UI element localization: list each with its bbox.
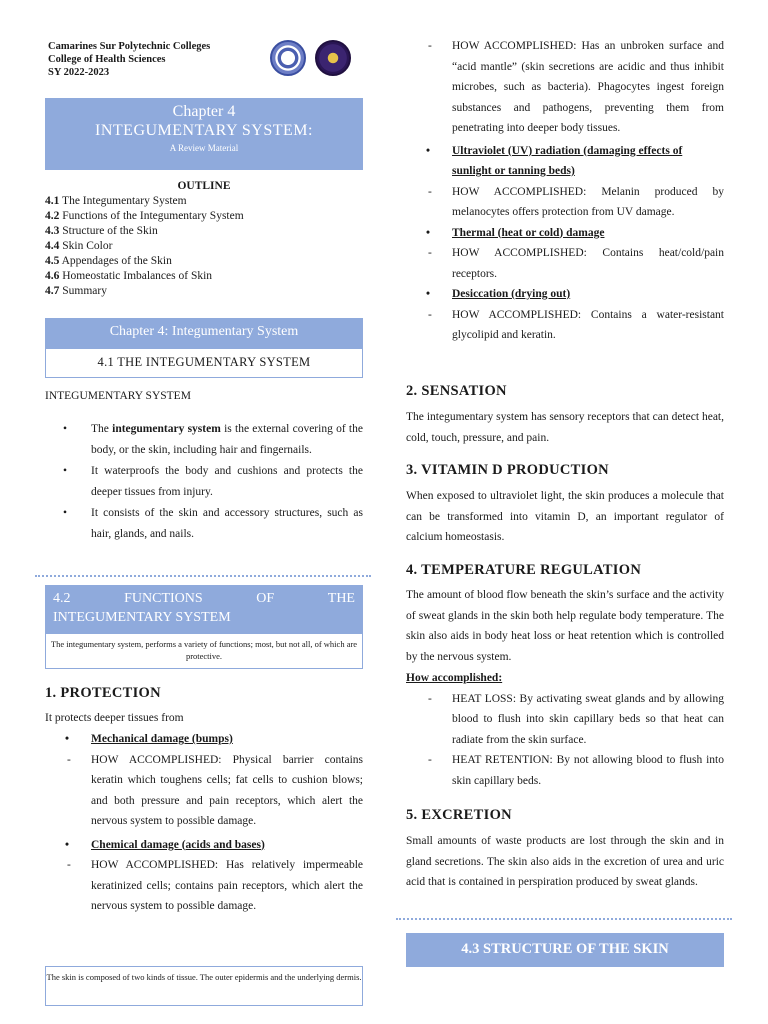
heat-retention: - HEAT RETENTION: By not allowing blood to flush into skin capillary beds. <box>406 750 724 791</box>
school-name: Camarines Sur Polytechnic Colleges <box>48 41 211 52</box>
section-4-3-title: 4.3 STRUCTURE OF THE SKIN <box>406 933 724 967</box>
title-word: THE <box>327 591 355 606</box>
divider <box>35 575 371 577</box>
thermal-how: - HOW ACCOMPLISHED: Contains heat/cold/pain receptors. <box>406 243 724 284</box>
outline-text: Homeostatic Imbalances of Skin <box>62 270 213 282</box>
protection-list <box>45 729 363 917</box>
outline-text: Appendages of the Skin <box>61 255 172 267</box>
outline-num: 4.3 <box>45 225 60 237</box>
protection-heading: 1. PROTECTION <box>45 685 161 701</box>
outline-text: The Integumentary System <box>62 195 187 207</box>
list-item: • The integumentary system is the external covering of the body, or the skin, including hair and fingernails. <box>45 419 363 460</box>
desiccation-title: • Desiccation (drying out) <box>406 284 724 305</box>
outline-text: Functions of the Integumentary System <box>62 210 244 222</box>
outline-num: 4.1 <box>45 195 60 207</box>
mechanical-title: • Mechanical damage (bumps) <box>45 729 363 750</box>
how-accomplished-label: How accomplished: <box>406 672 503 684</box>
temperature-text: The amount of blood flow beneath the skin’s surface and the activity of sweat glands in the skin both help regulate body temperature. The skin also aids in body heat loss or heat retention which is controlled by the nervous system. <box>406 589 724 663</box>
outline-num: 4.4 <box>45 240 60 252</box>
chapter-number: Chapter 4 <box>172 103 236 120</box>
skin-tissue-note: The skin is composed of two kinds of tissue. The outer epidermis and the underlying dermis. <box>45 966 363 1006</box>
chemical-how: - HOW ACCOMPLISHED: Has relatively impermeable keratinized cells; contains pain receptors, which alert the nervous system to possible damage. <box>45 855 363 917</box>
chemical-title: • Chemical damage (acids and bases) <box>45 835 363 856</box>
heat-loss: - HEAT LOSS: By activating sweat glands and by allowing blood to flush into skin capillary beds so that heat can radiate from the skin surface. <box>406 689 724 751</box>
uv-title: • Ultraviolet (UV) radiation (damaging effects of sunlight or tanning beds) <box>406 141 724 182</box>
school-header <box>48 40 210 79</box>
outline-title: OUTLINE <box>177 180 231 192</box>
vitamin-d-heading: 3. VITAMIN D PRODUCTION <box>406 462 609 478</box>
protection-continued <box>406 36 724 346</box>
vitamin-d-text: When exposed to ultraviolet light, the skin produces a molecule that can be transformed into vitamin D, an important regulator of calcium homeostasis. <box>406 490 724 543</box>
thermal-title: • Thermal (heat or cold) damage <box>406 223 724 244</box>
section-4-1-bullets <box>45 419 363 545</box>
title-word: OF <box>256 591 275 606</box>
mechanical-how: - HOW ACCOMPLISHED: Physical barrier contains keratin which toughens cells; fat cells to cushion blows; and both pressure and pain receptors, which alert the nervous system to possible damage. <box>45 750 363 832</box>
temperature-heading: 4. TEMPERATURE REGULATION <box>406 562 642 578</box>
excretion-text: Small amounts of waste products are lost through the skin and in gland secretions. The skin also aids in the excretion of urea and uric acid that is contained in perspiration produced by sweat glands. <box>406 835 724 888</box>
divider <box>396 918 732 920</box>
chapter-subtitle: A Review Material <box>169 143 239 153</box>
desiccation-how: - HOW ACCOMPLISHED: Contains a water-resistant glycolipid and keratin. <box>406 305 724 346</box>
chapter-bar: Chapter 4: Integumentary System <box>45 318 363 348</box>
excretion-heading: 5. EXCRETION <box>406 807 512 823</box>
section-4-2-note: The integumentary system, performs a variety of functions; most, but not all, of which are protective. <box>45 633 363 669</box>
outline-num: 4.7 <box>45 285 60 297</box>
sensation-heading: 2. SENSATION <box>406 383 507 399</box>
outline-text: Structure of the Skin <box>62 225 158 237</box>
temperature-how <box>406 668 724 791</box>
outline-text: Summary <box>62 285 107 297</box>
college-seal-icon <box>315 40 351 76</box>
college-name: College of Health Sciences <box>48 54 166 65</box>
list-item: • It waterproofs the body and cushions and protects the deeper tissues from injury. <box>45 461 363 502</box>
title-word: FUNCTIONS <box>124 591 203 606</box>
outline-list <box>45 194 244 299</box>
list-item: • It consists of the skin and accessory structures, such as hair, glands, and nails. <box>45 503 363 544</box>
section-4-2-title <box>45 585 363 633</box>
integumentary-heading: INTEGUMENTARY SYSTEM <box>45 390 191 402</box>
outline-item <box>45 284 244 299</box>
outline-item <box>45 254 244 269</box>
title-word: 4.2 <box>53 591 71 606</box>
sensation-text: The integumentary system has sensory receptors that can detect heat, cold, touch, pressure, and pain. <box>406 411 724 444</box>
outline-item <box>45 269 244 284</box>
school-logo-icon <box>270 40 306 76</box>
chapter-title-box <box>45 98 363 170</box>
outline-item <box>45 209 244 224</box>
protection-intro: It protects deeper tissues from <box>45 712 184 724</box>
outline-num: 4.6 <box>45 270 60 282</box>
chapter-title: INTEGUMENTARY SYSTEM: <box>95 122 313 139</box>
uv-how: - HOW ACCOMPLISHED: Melanin produced by melanocytes offers protection from UV damage. <box>406 182 724 223</box>
outline-item <box>45 224 244 239</box>
outline-item <box>45 239 244 254</box>
outline-num: 4.2 <box>45 210 60 222</box>
outline-item <box>45 194 244 209</box>
school-year: SY 2022-2023 <box>48 67 110 78</box>
outline-num: 4.5 <box>45 255 60 267</box>
bacterial-how: - HOW ACCOMPLISHED: Has an unbroken surface and “acid mantle” (skin secretions are acidic and thus inhibit microbes, such as bacteria). Phagocytes ingest foreign substances and pathogens, preventing them from penetrating into deeper body tissues. <box>406 36 724 139</box>
section-4-1-title: 4.1 THE INTEGUMENTARY SYSTEM <box>45 348 363 378</box>
outline-text: Skin Color <box>62 240 113 252</box>
title-line: INTEGUMENTARY SYSTEM <box>53 610 231 625</box>
